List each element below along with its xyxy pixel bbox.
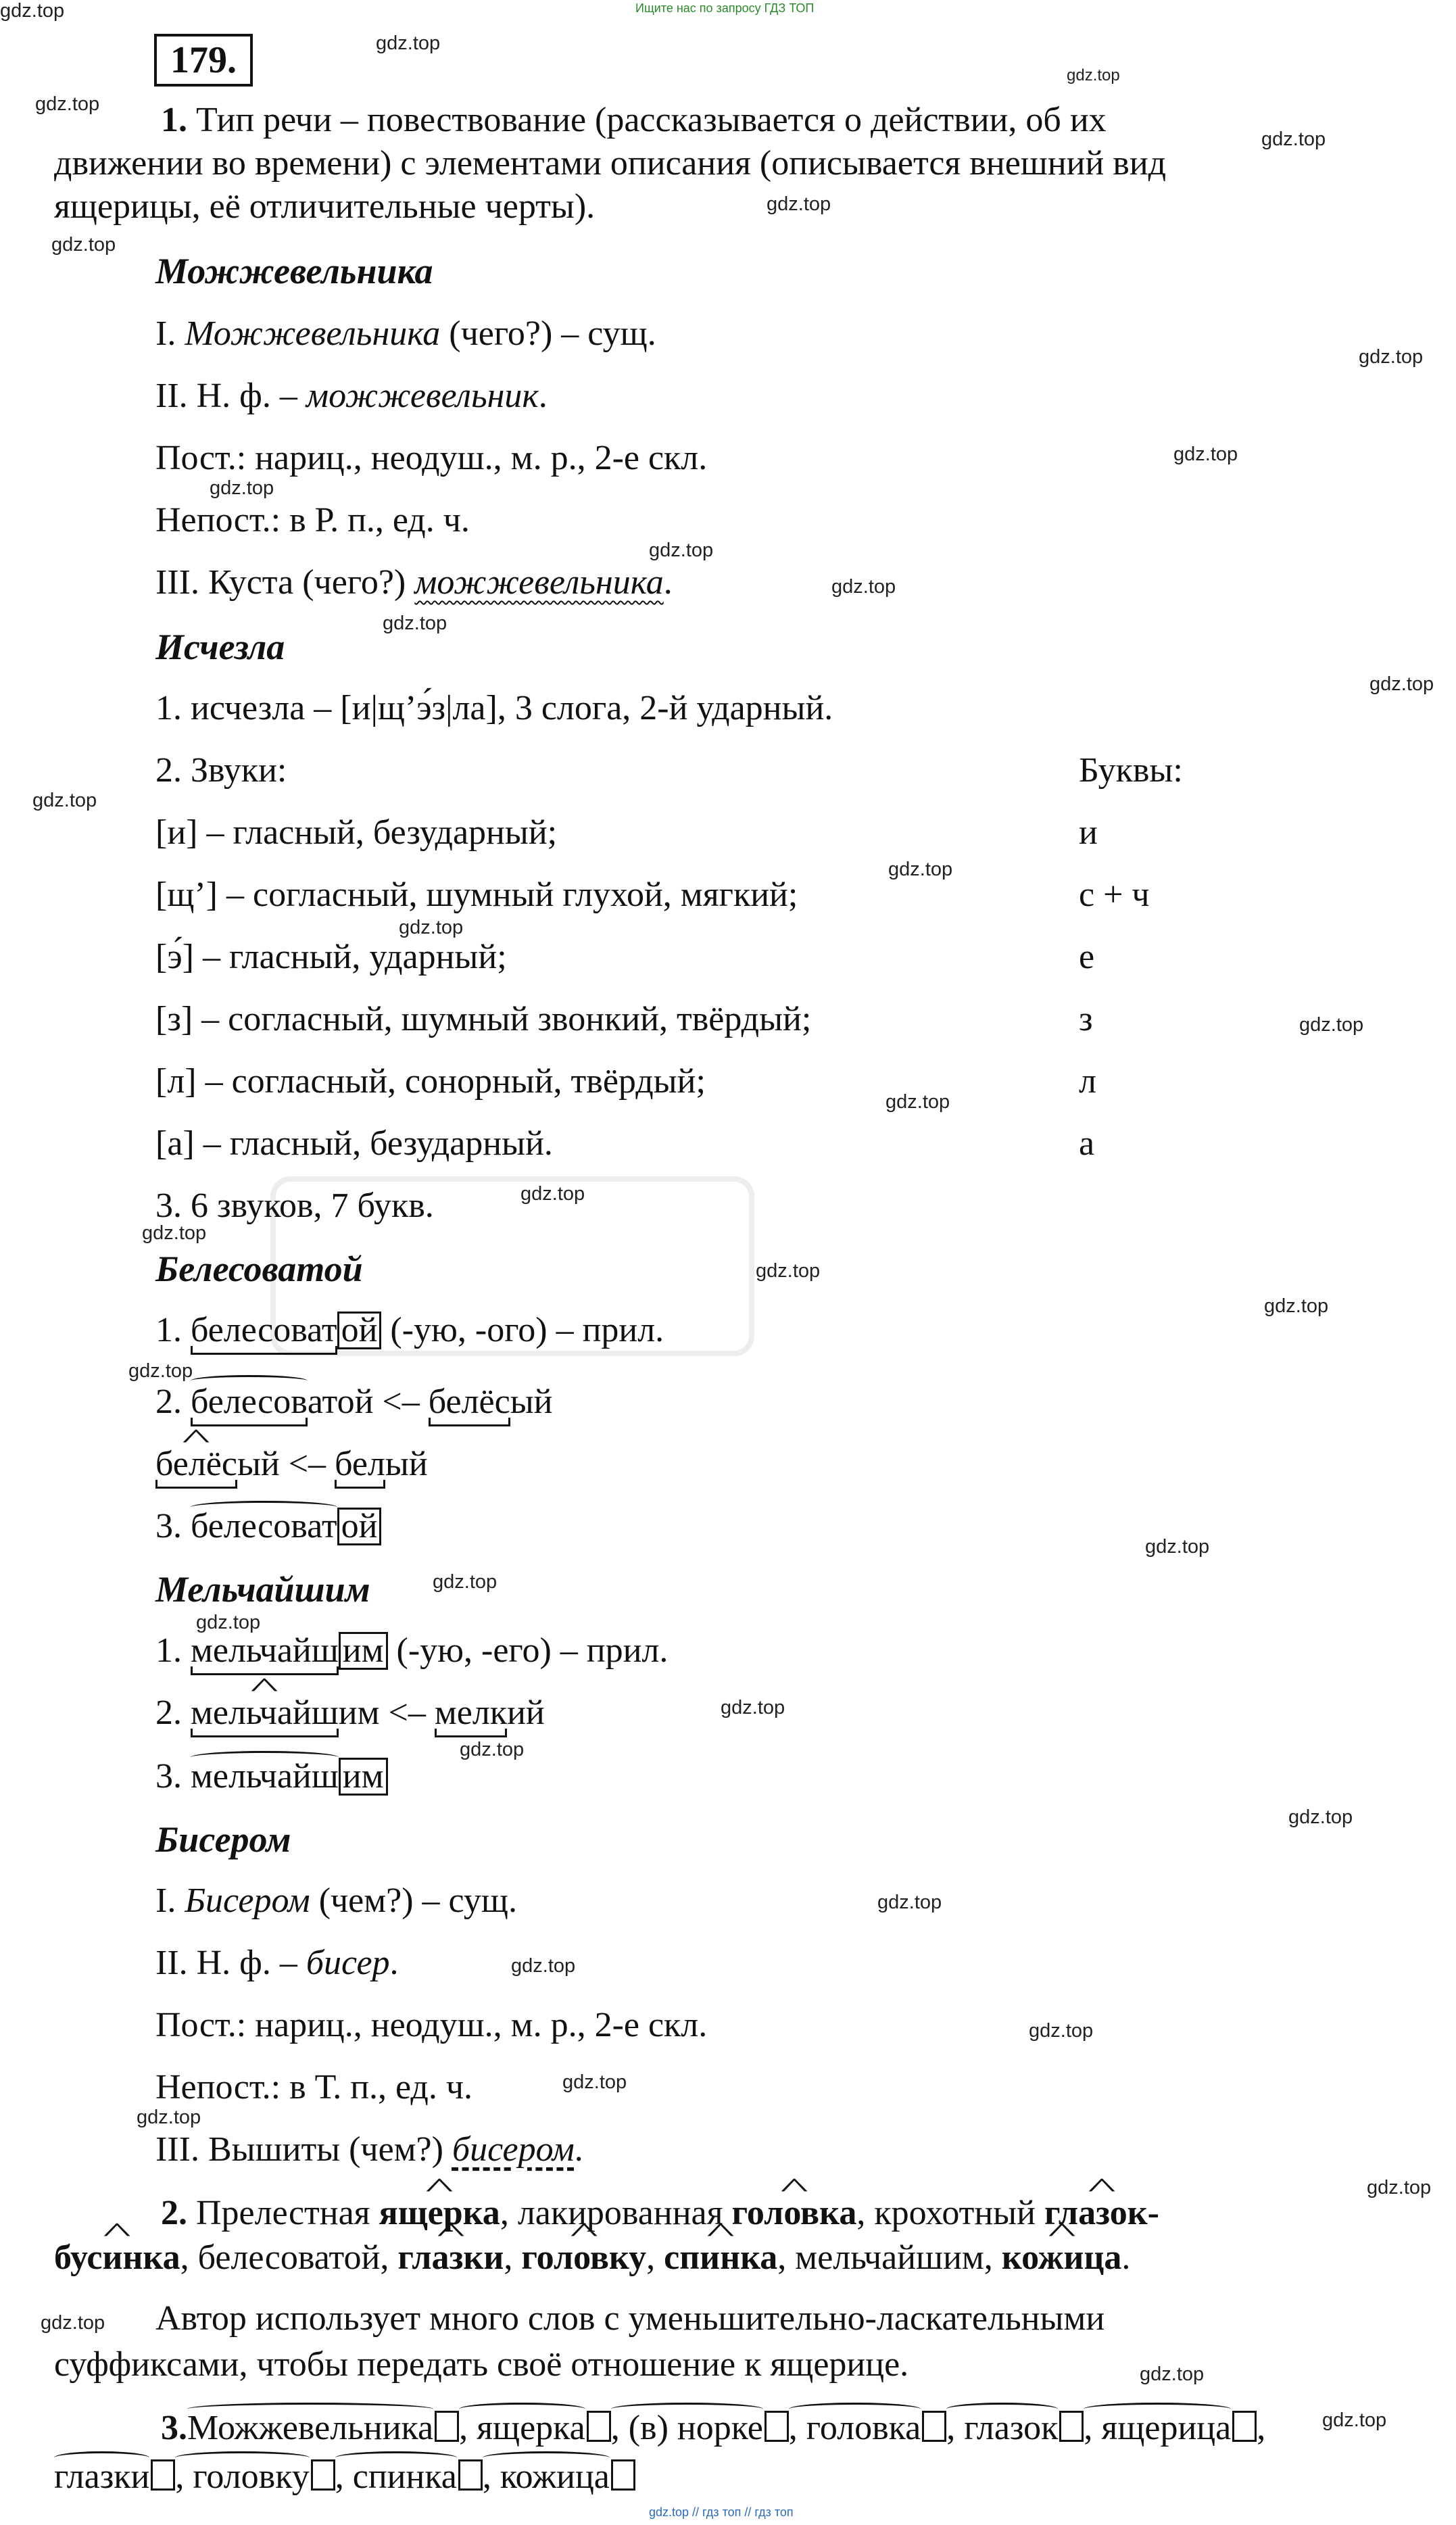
word: бисером xyxy=(452,2130,575,2169)
isch-heading: Исчезла xyxy=(155,627,285,667)
watermark: gdz.top xyxy=(1067,66,1120,85)
p3-number: 3. xyxy=(161,2409,187,2447)
p2-line2 xyxy=(54,2238,1130,2278)
text: , крохотный xyxy=(856,2194,1044,2232)
watermark: gdz.top xyxy=(520,1183,585,1205)
melch-line2 xyxy=(155,1693,545,1733)
text: (-ую, -ого) – прил. xyxy=(381,1311,664,1349)
biser-line5 xyxy=(155,2130,583,2170)
watermark: gdz.top xyxy=(383,612,447,634)
letter-cell: и xyxy=(1079,813,1098,852)
text: ый xyxy=(385,1445,428,1483)
watermark: gdz.top xyxy=(1145,1536,1210,1558)
word: ^ спинка xyxy=(664,2238,777,2278)
melch-heading: Мельчайшим xyxy=(155,1569,370,1610)
watermark: gdz.top xyxy=(196,1612,261,1633)
mozh-line1 xyxy=(155,314,656,354)
stem: мельчайш xyxy=(191,1631,339,1670)
stem: ^ белёс xyxy=(155,1444,237,1485)
p1-number: 1. xyxy=(161,101,187,139)
watermark: gdz.top xyxy=(1369,673,1434,695)
word: , кожица xyxy=(482,2457,610,2496)
text: , xyxy=(646,2238,664,2277)
stem: белесоват xyxy=(191,1311,337,1349)
p3-line1 xyxy=(161,2408,1265,2449)
watermark: gdz.top xyxy=(1261,128,1326,150)
text: (чем?) – сущ. xyxy=(310,1881,517,1920)
mozh-line4: Непост.: в Р. п., ед. ч. xyxy=(155,501,470,539)
ending-box xyxy=(611,2459,635,2491)
melch-line1 xyxy=(155,1631,668,1671)
watermark: gdz.top xyxy=(1264,1295,1329,1317)
text: 2. xyxy=(155,1382,191,1421)
word: можжевельника xyxy=(414,563,664,602)
text: <– xyxy=(379,1693,435,1732)
p3-line2 xyxy=(54,2457,635,2497)
text: , xyxy=(1257,2409,1266,2447)
watermark: gdz.top xyxy=(649,539,714,561)
text: . xyxy=(663,563,673,602)
text: , белесоватой, xyxy=(180,2238,398,2277)
ending-box xyxy=(1232,2411,1257,2442)
beles-line1 xyxy=(155,1310,664,1351)
text: <– xyxy=(279,1445,335,1483)
text: III. Куста (чего?) xyxy=(155,563,415,602)
watermark: gdz.top xyxy=(1299,1014,1364,1036)
ending-box: им xyxy=(339,1632,388,1670)
word: ^ глазок- xyxy=(1044,2193,1159,2234)
text: II. Н. ф. – xyxy=(155,377,306,415)
text: 2. xyxy=(155,1693,191,1732)
text: , лакированная xyxy=(500,2194,732,2232)
watermark: gdz.top xyxy=(1322,2409,1387,2431)
text: 3. xyxy=(155,1507,191,1545)
watermark: gdz.top xyxy=(460,1739,525,1760)
text: им xyxy=(338,1693,380,1732)
word: , спинка xyxy=(335,2457,457,2496)
p2-line1 xyxy=(161,2193,1159,2234)
beles-line2 xyxy=(155,1382,552,1422)
text: . xyxy=(574,2130,583,2169)
watermark: gdz.top xyxy=(1367,2177,1432,2198)
watermark: gdz.top xyxy=(756,1260,821,1282)
text: атой xyxy=(307,1382,374,1421)
ending-box xyxy=(458,2459,483,2491)
p1-text: Тип речи – повествование (рассказывается о действии, об их xyxy=(187,101,1107,139)
p2-line3: Автор использует много слов с уменьшительно-ласкательными xyxy=(155,2299,1105,2338)
stem: ^ мельчайш xyxy=(191,1693,339,1733)
word: Бисером xyxy=(185,1881,310,1920)
watermark: gdz.top xyxy=(1140,2363,1205,2385)
ending-box: им xyxy=(339,1758,388,1796)
watermark: gdz.top xyxy=(399,917,464,938)
letter-cell: а xyxy=(1079,1124,1095,1163)
watermark: gdz.top xyxy=(562,2071,627,2093)
letter-cell: е xyxy=(1079,938,1095,976)
text: <– xyxy=(373,1382,429,1421)
watermark: gdz.top xyxy=(885,1091,950,1113)
watermark: gdz.top xyxy=(721,1697,785,1718)
word: , глазок xyxy=(946,2409,1059,2447)
text: ий xyxy=(507,1693,545,1732)
word: Можжевельника xyxy=(185,314,441,353)
sound-row: [щ’] – согласный, шумный глухой, мягкий; xyxy=(155,875,798,914)
p1-line3: ящерицы, её отличительные черты). xyxy=(54,187,596,226)
roman-numeral: I. xyxy=(155,314,185,353)
word: , головка xyxy=(788,2409,921,2447)
word: ^ глазки xyxy=(397,2238,504,2278)
watermark: gdz.top xyxy=(128,1360,193,1382)
beles-line4 xyxy=(155,1506,381,1547)
watermark: gdz.top xyxy=(877,1892,942,1913)
ending-box: ой xyxy=(337,1312,382,1349)
text: , xyxy=(504,2238,522,2277)
text: II. Н. ф. – xyxy=(155,1944,306,1982)
word: , ящерка xyxy=(459,2409,585,2447)
stem: бел xyxy=(335,1445,385,1483)
sound-row: [и] – гласный, безударный; xyxy=(155,813,558,852)
watermark: gdz.top xyxy=(51,234,116,256)
biser-line1 xyxy=(155,1881,517,1921)
mozh-line5 xyxy=(155,562,673,603)
word: ^ кожица xyxy=(1002,2238,1122,2278)
text: (чего?) – сущ. xyxy=(440,314,656,353)
mozh-heading: Можжевельника xyxy=(155,251,433,291)
text: , мельчайшим, xyxy=(777,2238,1002,2277)
mozh-line3: Пост.: нариц., неодуш., м. р., 2-е скл. xyxy=(155,439,708,477)
watermark: gdz.top xyxy=(433,1571,498,1593)
text: . xyxy=(1121,2238,1131,2277)
ending-box xyxy=(765,2411,789,2442)
bottom-banner[interactable]: gdz.top // гдз топ // гдз топ xyxy=(649,2505,794,2519)
word: ^ бусинка xyxy=(54,2238,180,2278)
p2-number: 2. xyxy=(161,2194,187,2232)
word: ^ головку xyxy=(521,2238,646,2278)
watermark: gdz.top xyxy=(1359,346,1424,368)
ending-box xyxy=(587,2411,611,2442)
watermark: gdz.top xyxy=(0,0,65,22)
word: ^ ящерка xyxy=(379,2193,500,2234)
stem: белёс xyxy=(428,1382,510,1421)
ending-box xyxy=(435,2411,459,2442)
stem: мелк xyxy=(434,1693,508,1732)
word: бисер xyxy=(306,1944,390,1982)
text: ый xyxy=(510,1382,553,1421)
letter-cell: з xyxy=(1079,1000,1093,1038)
text: ый xyxy=(237,1445,280,1483)
exercise-number: 179. xyxy=(154,34,253,87)
ending-box xyxy=(151,2459,175,2491)
ending-box xyxy=(311,2459,335,2491)
isch-line1: 1. исчезла – [и|щ’э́з|ла], 3 слога, 2-й ударный. xyxy=(155,689,833,727)
isch-letters-label: Буквы: xyxy=(1079,751,1183,790)
text: 1. xyxy=(155,1311,191,1349)
watermark: gdz.top xyxy=(210,477,274,499)
stem: мельчайш xyxy=(191,1757,339,1796)
biser-heading: Бисером xyxy=(155,1819,291,1860)
watermark: gdz.top xyxy=(32,790,97,811)
beles-heading: Белесоватой xyxy=(155,1249,363,1289)
watermark: gdz.top xyxy=(41,2312,105,2334)
word: , головку xyxy=(175,2457,310,2496)
word: ^ головка xyxy=(732,2193,857,2234)
melch-line3 xyxy=(155,1756,388,1797)
biser-line4: Непост.: в Т. п., ед. ч. xyxy=(155,2068,473,2107)
word: , ящерица xyxy=(1084,2409,1232,2447)
watermark: gdz.top xyxy=(1173,443,1238,465)
watermark: gdz.top xyxy=(142,1222,207,1244)
text: 1. xyxy=(155,1631,191,1670)
ending-box: ой xyxy=(337,1508,382,1545)
stem: белесов xyxy=(191,1382,308,1421)
ending-box xyxy=(1059,2411,1084,2442)
watermark: gdz.top xyxy=(1029,2020,1094,2042)
watermark: gdz.top xyxy=(767,193,831,215)
text: . xyxy=(538,377,548,415)
p1-line2: движении во времени) с элементами описания (описывается внешний вид xyxy=(54,144,1167,183)
watermark: gdz.top xyxy=(137,2107,201,2128)
word: Можжевельника xyxy=(187,2409,434,2447)
watermark: gdz.top xyxy=(376,32,441,54)
sound-row: [а] – гласный, безударный. xyxy=(155,1124,553,1163)
letter-cell: с + ч xyxy=(1079,875,1150,914)
watermark: gdz.top xyxy=(511,1955,576,1977)
mozh-line2 xyxy=(155,376,548,416)
watermark: gdz.top xyxy=(888,859,953,880)
word: глазки xyxy=(54,2457,150,2496)
text: (-ую, -его) – прил. xyxy=(387,1631,669,1670)
watermark: gdz.top xyxy=(35,93,100,115)
p1-line1 xyxy=(161,100,1107,141)
isch-sounds-label: 2. Звуки: xyxy=(155,751,287,790)
letter-cell: л xyxy=(1079,1062,1096,1101)
text: . xyxy=(389,1944,399,1982)
sound-row: [э́] – гласный, ударный; xyxy=(155,938,507,976)
text: III. Вышиты (чем?) xyxy=(155,2130,452,2169)
word: , (в) норке xyxy=(610,2409,763,2447)
biser-line2 xyxy=(155,1943,399,1983)
isch-line3: 3. 6 звуков, 7 букв. xyxy=(155,1186,434,1225)
ending-box xyxy=(922,2411,946,2442)
beles-line3 xyxy=(155,1444,428,1485)
sound-row: [л] – согласный, сонорный, твёрдый; xyxy=(155,1062,706,1101)
sound-row: [з] – согласный, шумный звонкий, твёрдый; xyxy=(155,1000,812,1038)
stem: белесоват xyxy=(191,1507,337,1545)
biser-line3: Пост.: нариц., неодуш., м. р., 2-е скл. xyxy=(155,2006,708,2044)
text: 3. xyxy=(155,1757,191,1796)
watermark: gdz.top xyxy=(831,576,896,598)
p2-line4: суффиксами, чтобы передать своё отношение к ящерице. xyxy=(54,2345,909,2384)
roman-numeral: I. xyxy=(155,1881,185,1920)
text: Прелестная xyxy=(187,2194,379,2232)
word: можжевельник xyxy=(306,377,539,415)
top-banner[interactable]: Ищите нас по запросу ГДЗ ТОП xyxy=(635,1,815,15)
watermark: gdz.top xyxy=(1288,1806,1353,1828)
